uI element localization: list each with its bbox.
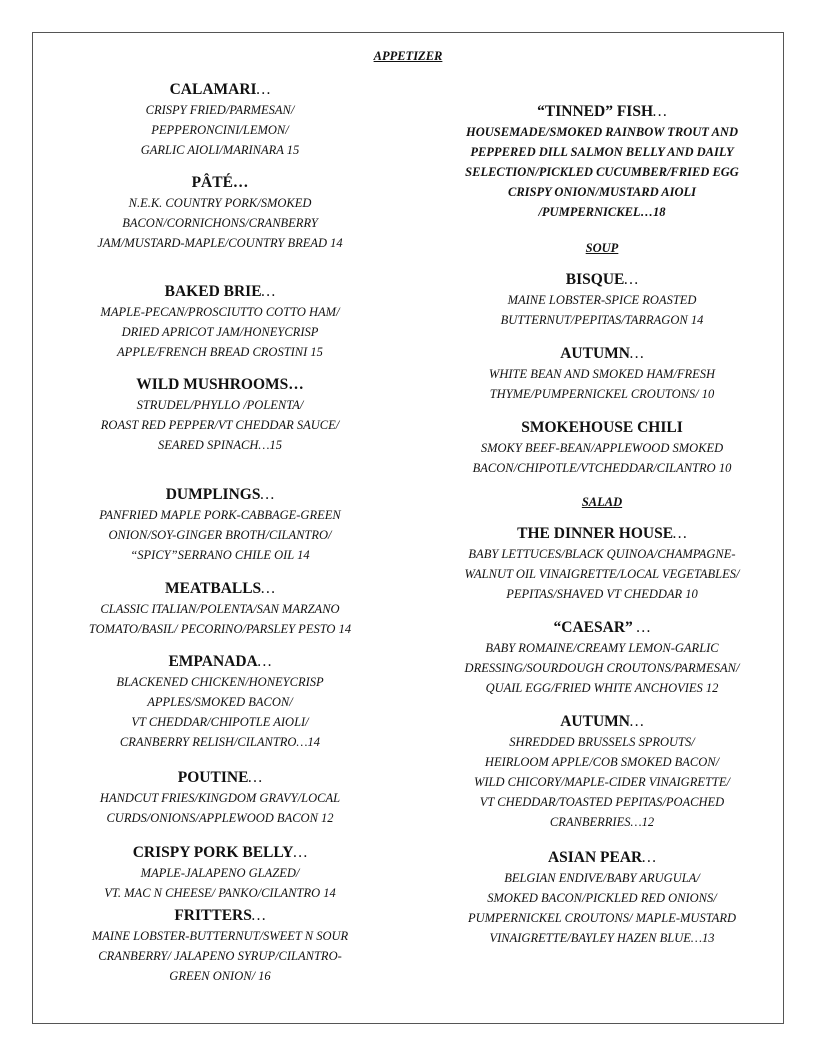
item-name: DUMPLINGS: [165, 486, 261, 503]
item-name: “CAESAR”: [553, 619, 633, 636]
item-description: HOUSEMADE/SMOKED RAINBOW TROUT AND PEPPERED DILL SALMON BELLY AND DAILY SELECTION/PICKLED CUCUMBER/FRIED EGG CRISPY ONION/MUSTARD AIOLI /PUMPERNICKEL…18: [465, 125, 739, 219]
item-name: ASIAN PEAR: [547, 849, 643, 866]
menu-item-calamari: CALAMARI… CRISPY FRIED/PARMESAN/ PEPPERONCINI/LEMON/ GARLIC AIOLI/MARINARA 15: [50, 80, 390, 160]
item-description: BABY ROMAINE/CREAMY LEMON-GARLIC DRESSING/SOURDOUGH CROUTONS/PARMESAN/ QUAIL EGG/FRIED WHITE ANCHOVIES 12: [464, 641, 740, 695]
item-description: MAPLE-JALAPENO GLAZED/ VT. MAC N CHEESE/ PANKO/CILANTRO 14: [104, 866, 336, 900]
item-name: EMPANADA: [168, 653, 258, 670]
soup-bisque: BISQUE… MAINE LOBSTER-SPICE ROASTED BUTTERNUT/PEPITAS/TARRAGON 14: [422, 270, 782, 330]
soup-smokehouse-chili: [422, 418, 782, 478]
salad-dinner-house: THE DINNER HOUSE… BABY LETTUCES/BLACK QUINOA/CHAMPAGNE- WALNUT OIL VINAIGRETTE/LOCAL VEGETABLES/ PEPITAS/SHAVED VT CHEDDAR 10: [422, 524, 782, 604]
item-name: CRISPY PORK BELLY: [132, 844, 294, 861]
item-name: BISQUE: [565, 271, 625, 288]
menu-item-dumplings: DUMPLINGS… PANFRIED MAPLE PORK-CABBAGE-GREEN ONION/SOY-GINGER BROTH/CILANTRO/ “SPICY”SERRANO CHILE OIL 14: [50, 485, 390, 565]
menu-item-fritters: FRITTERS… MAINE LOBSTER-BUTTERNUT/SWEET N SOUR CRANBERRY/ JALAPENO SYRUP/CILANTRO- GREEN ONION/ 16: [50, 906, 390, 986]
item-name: POUTINE: [177, 769, 249, 786]
salad-caesar: “CAESAR” … BABY ROMAINE/CREAMY LEMON-GARLIC DRESSING/SOURDOUGH CROUTONS/PARMESAN/ QUAIL EGG/FRIED WHITE ANCHOVIES 12: [422, 618, 782, 698]
item-name: SMOKEHOUSE CHILI: [521, 419, 683, 436]
item-description: PANFRIED MAPLE PORK-CABBAGE-GREEN ONION/SOY-GINGER BROTH/CILANTRO/ “SPICY”SERRANO CHILE OIL 14: [99, 508, 341, 562]
item-name: “TINNED” FISH: [537, 103, 654, 120]
item-name: BAKED BRIE: [164, 283, 262, 300]
menu-item-tinned-fish: “TINNED” FISH… HOUSEMADE/SMOKED RAINBOW TROUT AND PEPPERED DILL SALMON BELLY AND DAILY SELECTION/PICKLED CUCUMBER/FRIED EGG CRISPY ONION/MUSTARD AIOLI /PUMPERNICKEL…18: [422, 102, 782, 222]
item-description: SHREDDED BRUSSELS SPROUTS/ HEIRLOOM APPLE/COB SMOKED BACON/ WILD CHICORY/MAPLE-CIDER VINAIGRETTE/ VT CHEDDAR/TOASTED PEPITAS/POACHED CRANBERRIES…12: [473, 735, 730, 829]
soup-autumn: AUTUMN… WHITE BEAN AND SMOKED HAM/FRESH THYME/PUMPERNICKEL CROUTONS/ 10: [422, 344, 782, 404]
item-name: MEATBALLS: [165, 580, 262, 597]
menu-item-meatballs: MEATBALLS… CLASSIC ITALIAN/POLENTA/SAN MARZANO TOMATO/BASIL/ PECORINO/PARSLEY PESTO 14: [30, 579, 410, 639]
item-description: MAINE LOBSTER-SPICE ROASTED BUTTERNUT/PEPITAS/TARRAGON 14: [500, 293, 704, 327]
item-description: BABY LETTUCES/BLACK QUINOA/CHAMPAGNE- WALNUT OIL VINAIGRETTE/LOCAL VEGETABLES/ PEPITAS/SHAVED VT CHEDDAR 10: [464, 547, 740, 601]
item-name: CALAMARI: [169, 81, 257, 98]
item-description: BLACKENED CHICKEN/HONEYCRISP APPLES/SMOKED BACON/ VT CHEDDAR/CHIPOTLE AIOLI/ CRANBERRY RELISH/CILANTRO…14: [116, 675, 324, 749]
item-name: PÂTÉ…: [191, 174, 249, 191]
item-description: CRISPY FRIED/PARMESAN/ PEPPERONCINI/LEMON/ GARLIC AIOLI/MARINARA 15: [140, 103, 300, 157]
item-description: N.E.K. COUNTRY PORK/SMOKED BACON/CORNICHONS/CRANBERRY JAM/MUSTARD-MAPLE/COUNTRY BREAD 14: [97, 196, 343, 250]
item-name: AUTUMN: [560, 713, 630, 730]
item-description: BELGIAN ENDIVE/BABY ARUGULA/ SMOKED BACON/PICKLED RED ONIONS/ PUMPERNICKEL CROUTONS/ MAPLE-MUSTARD VINAIGRETTE/BAYLEY HAZEN BLUE…13: [467, 871, 737, 945]
item-description: MAINE LOBSTER-BUTTERNUT/SWEET N SOUR CRANBERRY/ JALAPENO SYRUP/CILANTRO- GREEN ONION/ 16: [91, 929, 349, 983]
menu-item-baked-brie: BAKED BRIE… MAPLE-PECAN/PROSCIUTTO COTTO HAM/ DRIED APRICOT JAM/HONEYCRISP APPLE/FRENCH BREAD CROSTINI 15: [50, 282, 390, 362]
section-appetizer-heading: APPETIZER: [373, 49, 443, 63]
salad-asian-pear: ASIAN PEAR… BELGIAN ENDIVE/BABY ARUGULA/ SMOKED BACON/PICKLED RED ONIONS/ PUMPERNICKEL CROUTONS/ MAPLE-MUSTARD VINAIGRETTE/BAYLEY HAZEN BLUE…13: [422, 848, 782, 948]
section-soup-heading: SOUP: [585, 241, 619, 255]
item-description: WHITE BEAN AND SMOKED HAM/FRESH THYME/PUMPERNICKEL CROUTONS/ 10: [488, 367, 716, 401]
item-description: HANDCUT FRIES/KINGDOM GRAVY/LOCAL CURDS/ONIONS/APPLEWOOD BACON 12: [99, 791, 341, 825]
item-name: FRITTERS: [174, 907, 252, 924]
item-description: CLASSIC ITALIAN/POLENTA/SAN MARZANO TOMATO/BASIL/ PECORINO/PARSLEY PESTO 14: [88, 602, 352, 636]
menu-item-poutine: POUTINE… HANDCUT FRIES/KINGDOM GRAVY/LOCAL CURDS/ONIONS/APPLEWOOD BACON 12: [50, 768, 390, 828]
item-name: THE DINNER HOUSE: [517, 525, 674, 542]
item-name: WILD MUSHROOMS…: [136, 376, 304, 393]
salad-autumn: AUTUMN… SHREDDED BRUSSELS SPROUTS/ HEIRLOOM APPLE/COB SMOKED BACON/ WILD CHICORY/MAPLE-CIDER VINAIGRETTE/ VT CHEDDAR/TOASTED PEPITAS/POACHED CRANBERRIES…12: [422, 712, 782, 832]
menu-item-pate: [50, 173, 390, 253]
menu-item-wild-mushrooms: [50, 375, 390, 455]
item-name: AUTUMN: [560, 345, 630, 362]
item-description: STRUDEL/PHYLLO /POLENTA/ ROAST RED PEPPER/VT CHEDDAR SAUCE/ SEARED SPINACH…15: [100, 398, 340, 452]
item-description: MAPLE-PECAN/PROSCIUTTO COTTO HAM/ DRIED APRICOT JAM/HONEYCRISP APPLE/FRENCH BREAD CROSTINI 15: [100, 305, 340, 359]
section-salad-heading: SALAD: [581, 495, 623, 509]
menu-item-empanada: EMPANADA… BLACKENED CHICKEN/HONEYCRISP APPLES/SMOKED BACON/ VT CHEDDAR/CHIPOTLE AIOLI/ CRANBERRY RELISH/CILANTRO…14: [50, 652, 390, 752]
item-description: SMOKY BEEF-BEAN/APPLEWOOD SMOKED BACON/CHIPOTLE/VTCHEDDAR/CILANTRO 10: [472, 441, 732, 475]
menu-item-crispy-pork-belly: CRISPY PORK BELLY… MAPLE-JALAPENO GLAZED/ VT. MAC N CHEESE/ PANKO/CILANTRO 14: [50, 843, 390, 903]
